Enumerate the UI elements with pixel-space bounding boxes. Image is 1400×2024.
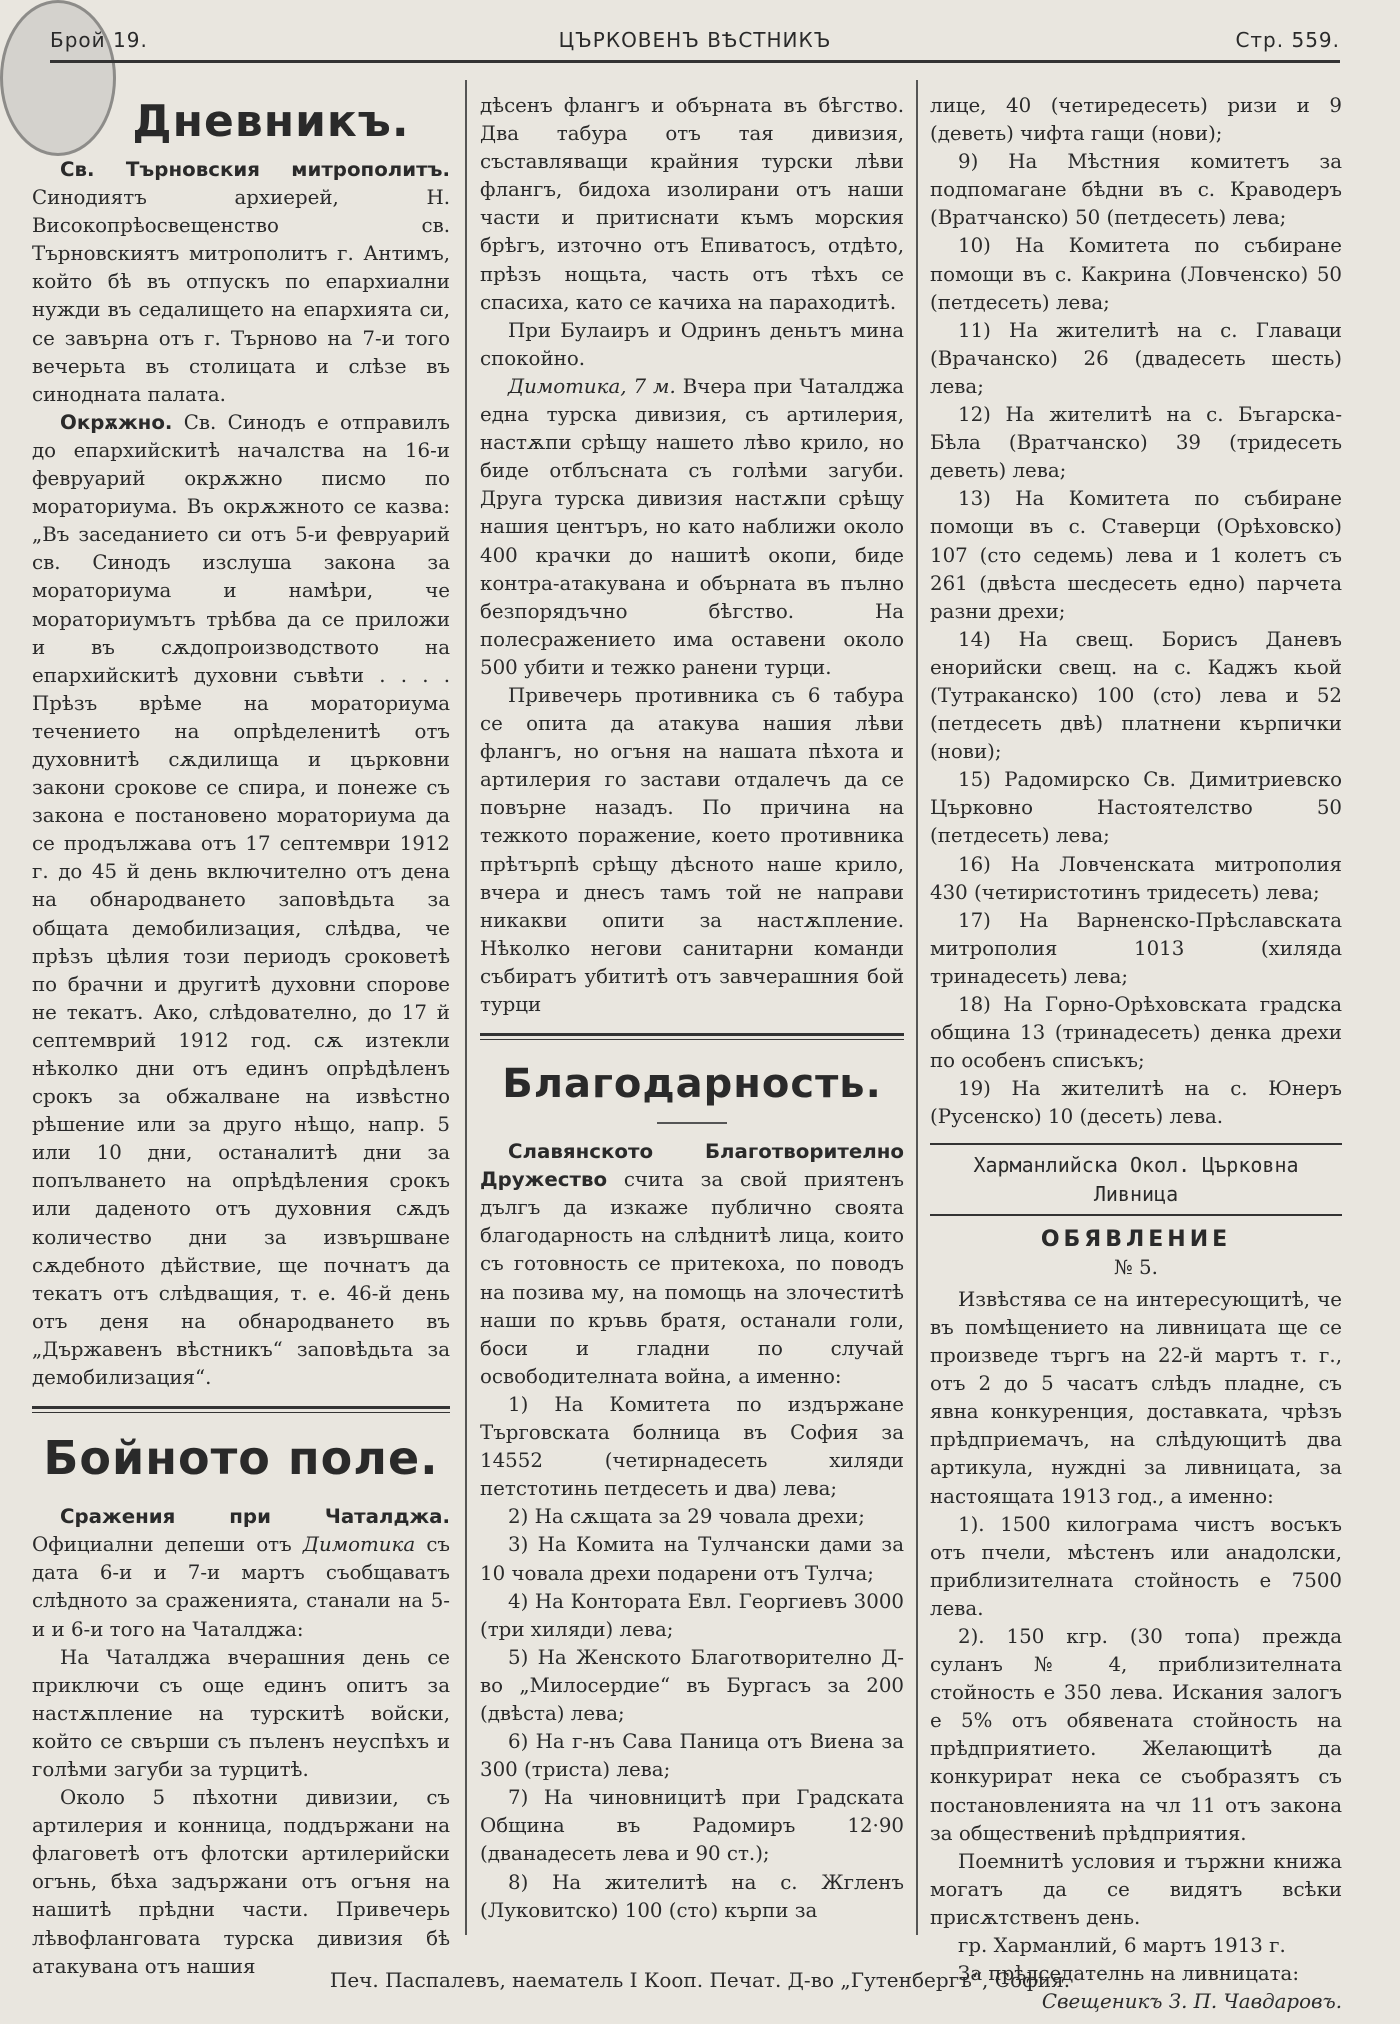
page-header	[50, 28, 1340, 60]
article-paragraph	[32, 409, 450, 1392]
article-paragraph	[480, 1138, 904, 1391]
article-paragraph: Привечерь противника съ 6 табура се опита да атакува нашия лѣви флангъ, но огъня на нашата пѣхота и артилерия го застави отдалечъ да се повърне назадъ. По причина на тежкото поражение, което противника прѣтърпѣ срѣщу дѣсното наше крило, вчера и днесъ тамъ той не направи никакви опити за настѫпление. Нѣколко негови санитарни команди събиратъ убититѣ отъ завчерашния бой турци	[480, 683, 904, 1016]
article-paragraph: дѣсенъ флангъ и обърната въ бѣгство. Два табура отъ тая дивизия, съставляващи крайния турски лѣви флангъ, бидоха изолирани отъ наши части и притиснати къмъ морския брѣгъ, източно отъ Епиватосъ, отдѣто, прѣзъ нощьта, часть отъ тѣхъ се спасиха, като се качиха на параходитѣ.	[480, 94, 904, 314]
article-lead: Окрѫжно.	[60, 410, 173, 434]
article-paragraph: На Чаталджа вчерашния день се приключи съ още единъ опитъ за настѫпление на турскитѣ войски, който се свърши съ пъленъ неуспѣхъ и голѣми загуби за турцитѣ.	[32, 1645, 450, 1781]
article-paragraph	[480, 373, 904, 682]
article-place: Димотика, 7 м.	[508, 374, 676, 398]
article-lead: Сражения при Чаталджа.	[60, 1505, 450, 1529]
article-lead: Св. Търновския митрополитъ.	[60, 158, 450, 181]
article-body: Вчера при Чаталджа една турска дивизия, съ артилерия, настѫпи срѣщу нашето лѣво крило, но биде отблъсната съ голѣми загуби. Друга турска дивизия настѫпи срѣщу нашия центъръ, но като наближи около 400 крачки до нашитѣ окопи, биде контра-атакувана и обърната въ пълно безпорядъчно бѣгство. На полесражението има оставени около 500 убити и тежко ранени турци.	[480, 374, 904, 679]
printer-imprint: Печ. Паспалевъ, наематель I Коoп. Печат. Д-во „Гутенбергъ“, София.	[329, 1968, 1071, 1992]
list-item: 15) Радомирско Св. Димитриевско Църковно Настоятелство 50 (петдесеть) лева;	[930, 768, 1342, 848]
advert-header-box: Харманлийска Окол. Църковна Ливница	[930, 1143, 1342, 1215]
list-item: 13) На Комитета по събиране помощи въ с. Ставерци (Орѣховско) 107 (сто седемь) лева и 1 колетъ съ 261 (двѣста шесдесеть едно) парчета разни дрехи;	[930, 487, 1342, 623]
column-1	[32, 92, 450, 1978]
notice-signature-line: За прѣдседателнь на ливницата:	[958, 1962, 1300, 1986]
list-item: 19) На жителитѣ на с. Юнеръ (Русенско) 10 (десеть) лева.	[930, 1077, 1342, 1129]
column-2	[480, 92, 904, 1922]
section-title-dnevnik: Дневникъ.	[132, 96, 410, 147]
short-rule	[657, 1122, 727, 1124]
notice-paragraph: 1). 1500 килограма чистъ восъкъ отъ пчели, мѣстенъ или анадолски, приблизителната стойность е 7500 лева.	[930, 1512, 1342, 1620]
list-item: 3) На Комита на Тулчански дами за 10 човала дрехи подарени отъ Тулча;	[480, 1533, 904, 1585]
section-title-boino-pole: Бойното поле.	[43, 1431, 439, 1486]
list-item: 14) На свещ. Борисъ Даневъ енорийски свещ. на с. Каджъ кьой (Тутраканско) 100 (сто) лева и 52 (петдесеть двѣ) платнени кърпички (нови);	[930, 627, 1342, 764]
article-lead: Славянското Благотворително Дружество	[480, 1140, 904, 1192]
newspaper-title: ЦЪРКОВЕНЪ ВѢСТНИКЪ	[558, 28, 832, 52]
list-item: 12) На жителитѣ на с. Бъгарска-Бѣла (Вратчанско) 39 (тридесеть деветь) лева;	[930, 403, 1342, 483]
notice-paragraph: Извѣстява се на интересующитѣ, че въ помѣщението на ливницата ще се произведе търгъ на 22-й мартъ т. г., отъ 2 до 5 часатъ слѣдъ пладне, съ явна конкуренция, доставката, чрѣзъ прѣдприемачъ, на слѣдующитѣ два артикула, нужднi за ливницата, за настоящата 1913 год., а именно:	[930, 1287, 1342, 1508]
section-title-blagodarnost: Благодарность.	[502, 1061, 882, 1108]
list-item: 4) На Контората Евл. Георгиевъ 3000 (три хиляди) лева;	[480, 1589, 904, 1641]
list-item: 5) На Женското Благотворително Д-во „Милосердие“ въ Бургасъ за 200 (двѣста) лева;	[480, 1645, 904, 1725]
notice-title: ОБЯВЛЕНИЕ	[1040, 1226, 1232, 1252]
notice-place-date: гр. Харманлий, 6 мартъ 1913 г.	[958, 1934, 1286, 1957]
article-place: Димотика	[302, 1533, 416, 1557]
list-item: 2) На сѫщата за 29 човала дрехи;	[508, 1505, 865, 1529]
list-item: 11) На жителитѣ на с. Главаци (Врачанско) 26 (двадесеть шесть) лева;	[930, 318, 1342, 398]
list-item: 8) На жителитѣ на с. Жгленъ (Луковитско) 100 (сто) кърпи за	[480, 1870, 904, 1922]
notice-signature: Свещеникъ З. П. Чавдаровъ.	[1041, 1990, 1342, 2014]
column-divider	[465, 80, 467, 1935]
article-paragraph: При Булаиръ и Одринъ деньтъ мина спокойно.	[480, 318, 904, 370]
notice-number: № 5.	[1114, 1255, 1158, 1279]
column-3	[930, 92, 1342, 2014]
list-item: 17) На Варненско-Прѣславската митрополия 1013 (хиляда тринадесеть) лева;	[930, 908, 1342, 988]
list-item: 6) На г-нъ Сава Паница отъ Виена за 300 (триста) лева;	[480, 1730, 904, 1782]
article-body: Св. Синодъ е отправилъ до епархийскитѣ началства на 16-и февруарий окрѫжно писмо по мораториума. Въ окрѫжното се казва: „Въ заседанието си отъ 5-и февруарий св. Синодъ изслуша закона за мораториума и намѣри, че мораториумътъ трѣбва да се приложи и въ сѫдопроизводството на епархийскитѣ духовни съвѣти . . . . Прѣзъ врѣме на мораториума течението на опрѣделенитѣ отъ духовнитѣ сѫдилища и църковни закони срокове се спира, и понеже съ закона е постановено мораториума да се продължава отъ 17 септември 1912 г. до 45 й день включително отъ дена на обнародването заповѣдьта за общата демобилизация, слѣдва, че прѣзъ цѣлия този периодъ сроковетѣ по брачни и другитѣ духовни спорове не текатъ. Ако, слѣдователно, до 17 й септемврий 1912 год. сѫ изтекли нѣколко дни отъ единъ опрѣдѣленъ срокъ за обжалване на извѣстно рѣшение или за друго нѣщо, напр. 5 или 10 дни, останалитѣ дни за попълването на опрѣдѣления срокъ или даденото отъ духовния сѫдъ количество дни за извършване сѫдебното дѣйствие, ще почнатъ да текатъ отъ слѣдващия, т. е. 46-й день отъ деня на обнародването въ „Държавенъ вѣстникъ“ заповѣдьта за демобилизация“.	[32, 410, 450, 1390]
header-rule	[50, 60, 1340, 63]
article-body: Официални депеши отъ	[32, 1533, 303, 1557]
column-divider	[916, 80, 918, 1935]
section-divider	[32, 1406, 450, 1413]
article-paragraph	[32, 156, 450, 409]
article-body: съ дата 6-и и 7-и мартъ съобщаватъ слѣдното за сраженията, станали на 5-и и 6-и того на Чаталджа:	[32, 1533, 450, 1641]
list-item: лице, 40 (четиредесеть) ризи и 9 (деветь) чифта гащи (нови);	[930, 94, 1342, 146]
article-body: Синодиятъ архиерей, Н. Високопрѣосвещенство св. Търновскиятъ митрополитъ г. Антимъ, който бѣ въ отпускъ по епархиални нужди въ седалището на епархията си, се завърна отъ г. Търново на 7-и того вечерьта въ столицата и слѣзе въ синодната палата.	[32, 186, 450, 406]
section-divider	[480, 1033, 904, 1040]
article-body: счита за свой приятенъ дългъ да изкаже публично своята благодарность на слѣднитѣ лица, които съ готовность се притекоха, по поводъ на позива му, на помощь на злочеститѣ наши по кръвь братя, останали голи, боси и гладни по случай освободителната война, а именно:	[480, 1168, 904, 1388]
list-item: 1) На Комитета по издържане Търговската болница въ София за 14552 (четирнадесеть хиляди петстотинь петдесеть и два) лева;	[480, 1392, 904, 1501]
notice-paragraph: 2). 150 кгр. (30 топа) прежда суланъ № 4, приблизителната стойность е 350 лева. Искания залогъ е 5% отъ обявената стойность на прѣдприятието. Желающитѣ да конкурират нека се съобразятъ съ постановленията на чл 11 отъ закона за обществениѣ прѣдприятия.	[930, 1624, 1342, 1845]
notice-paragraph: Поемнитѣ условия и тържни книжа могатъ да се видятъ всѣки присѫтственъ день.	[930, 1849, 1342, 1929]
article-paragraph	[32, 1503, 450, 1643]
list-item: 18) На Горно-Орѣховската градска община 13 (тринадесеть) денка дрехи по особенъ списъкъ;	[930, 993, 1342, 1073]
list-item: 7) На чиновницитѣ при Градската Община въ Радомиръ 12·90 (дванадесеть лева и 90 ст.);	[480, 1786, 904, 1866]
list-item: 9) На Мѣстния комитетъ за подпомагане бѣдни въ с. Краводеръ (Вратчанско) 50 (петдесеть) лева;	[930, 150, 1342, 230]
issue-number: Брой 19.	[50, 28, 148, 52]
list-item: 10) На Комитета по събиране помощи въ с. Какрина (Ловченско) 50 (петдесеть) лева;	[930, 234, 1342, 314]
page-number: Стр. 559.	[1235, 28, 1340, 52]
article-paragraph: Около 5 пѣхотни дивизии, съ артилерия и конница, поддържани на флаговетѣ отъ флотски артилерийски огънь, бѣха задържани отъ огъня на нашитѣ прѣдни части. Привечерь лѣвофланговата турска дивизия бѣ атакувана отъ нашия	[32, 1786, 450, 1978]
list-item: 16) На Ловченската митрополия 430 (четиристотинъ тридесеть) лева;	[930, 852, 1342, 904]
